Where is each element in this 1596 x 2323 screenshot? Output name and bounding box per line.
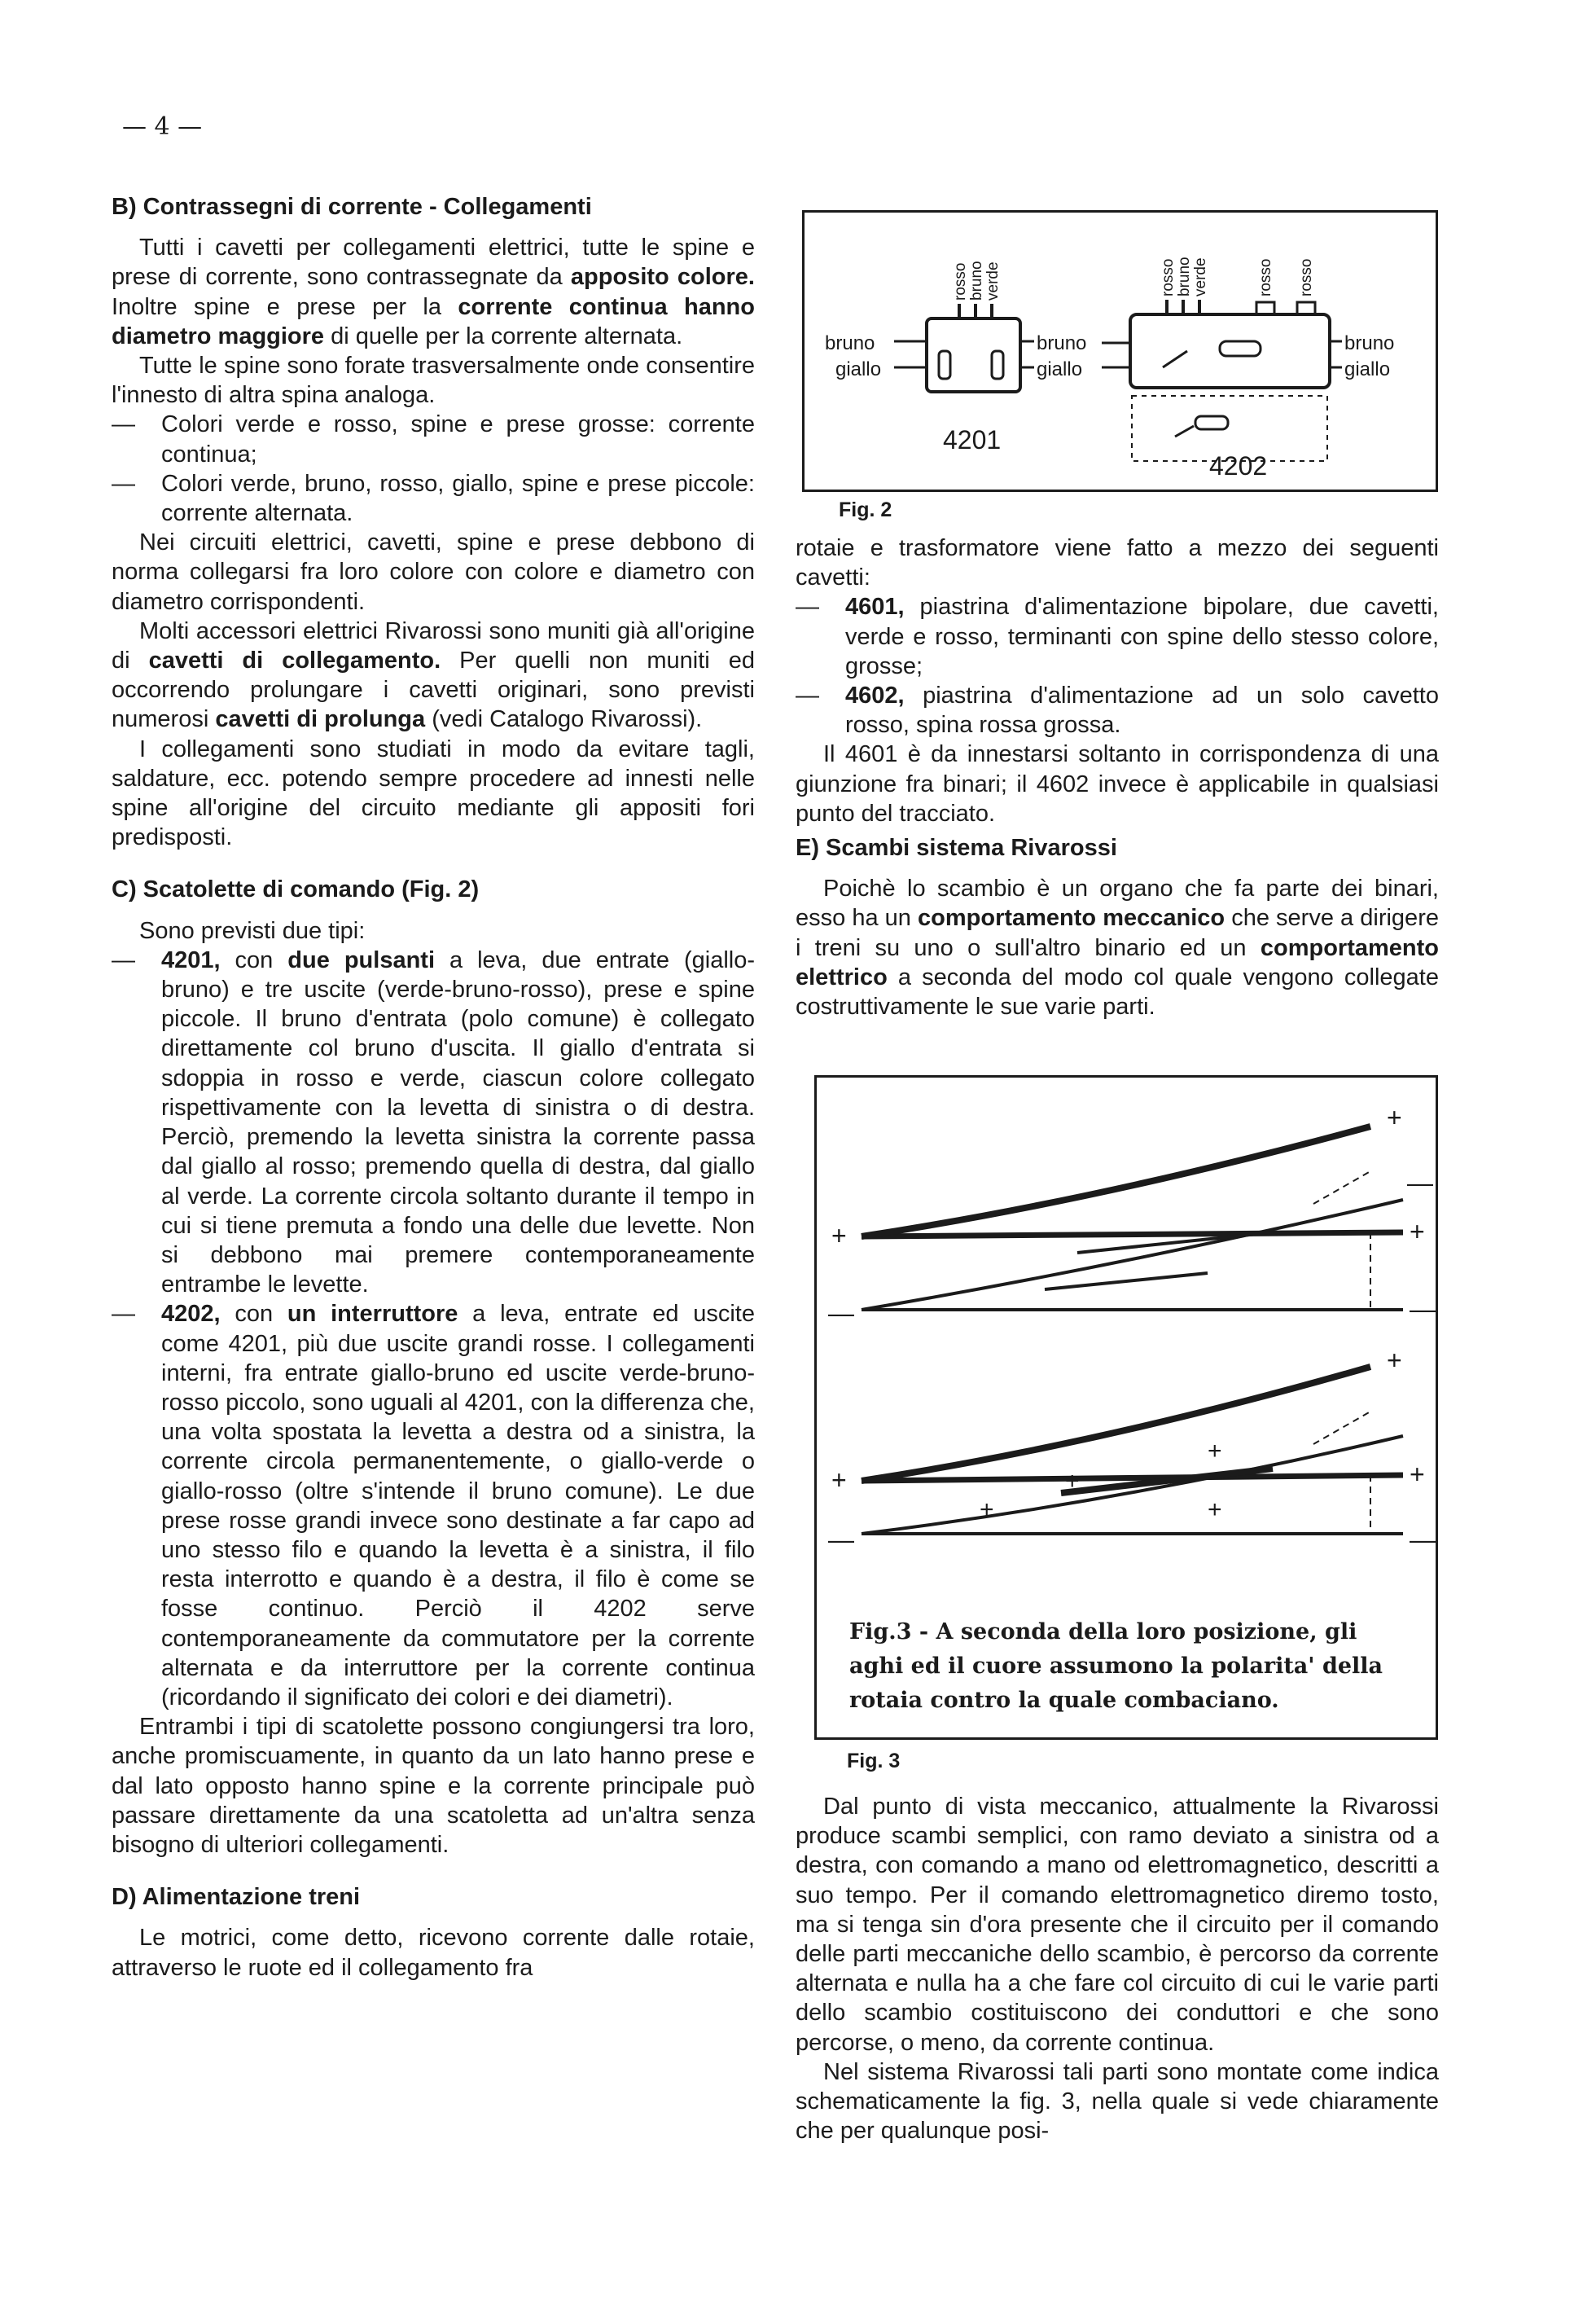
wire-label: rosso <box>1160 258 1177 296</box>
right-column-bottom <box>796 1792 1439 2145</box>
figure-2-label: Fig. 2 <box>839 498 892 521</box>
left-column <box>112 192 755 1983</box>
section-c-heading: C) Scatolette di comando (Fig. 2) <box>112 876 480 903</box>
section-e-paragraph-1: Poichè lo scambio è un organo che fa parte dei binari, esso ha un comportamento meccanico che serve a dirigere i treni su uno o sull'altro binario ed un comportamento elettrico a seconda del modo col quale vengono collegate costruttivamente le sue varie parti. <box>796 876 1439 1021</box>
wire-label: rosso <box>1298 258 1315 296</box>
right-paragraph-2: Il 4601 è da innestarsi soltanto in corrispondenza di una giunzione fra binari; il 4602 invece è applicabile in qualsiasi punto del tracciato. <box>796 741 1439 827</box>
sign-plus: + <box>1208 1438 1222 1464</box>
sign-plus: + <box>980 1496 994 1523</box>
section-b-paragraph-2: Tutte le spine sono forate trasversalmente onde consentire l'innesto di altra spina analoga. <box>112 353 755 409</box>
section-b-paragraph-4: Molti accessori elettrici Rivarossi sono muniti già all'origine di cavetti di collegamento. Per quelli non muniti ed occorrendo prolungare i cavetti originari, sono previsti numerosi cavetti di prolunga (vedi Catalogo Rivarossi). <box>112 617 755 733</box>
label-giallo-middle: giallo <box>1037 358 1083 380</box>
label-giallo-left: giallo <box>835 358 882 380</box>
section-d-heading: D) Alimentazione treni <box>112 1884 361 1911</box>
label-bruno-left: bruno <box>825 332 875 354</box>
sign-minus: — <box>1407 1168 1433 1197</box>
wire-label: rosso <box>952 262 969 301</box>
label-bruno-right: bruno <box>1344 332 1395 354</box>
wire-label: verde <box>1192 257 1209 296</box>
section-c-paragraph-1: Sono previsti due tipi: <box>139 917 366 944</box>
sign-plus: + <box>1410 1217 1425 1246</box>
right-paragraph-1: rotaie e trasformatore viene fatto a mezzo dei seguenti cavetti: <box>796 535 1439 591</box>
section-e-paragraph-2: Dal punto di vista meccanico, attualmente la Rivarossi produce scambi semplici, con ramo deviato a sinistra od a destra, con comando a mano od elettromagnetico, descritti a suo tempo. Per il comando elettromagnetico diremo tosto, ma si tenga sin d'ora presente che il circuito per il comando delle parti meccaniche dello scambio, è percorso da corrente alternata e nulla ha a che fare col circuito di cui le varie parti dello scambio costituiscono dei conduttori e che sono percorse, o meno, da corrente continua. <box>796 1794 1439 2056</box>
box-4201-code: 4201 <box>943 425 1002 455</box>
sign-plus: + <box>1387 1103 1402 1132</box>
switch-upper <box>828 1103 1436 1328</box>
section-e-heading: E) Scambi sistema Rivarossi <box>796 835 1117 862</box>
sign-plus: + <box>831 1221 847 1250</box>
sign-minus: — <box>828 1525 854 1554</box>
figure-3-diagram <box>814 1075 1438 1740</box>
wire-label: rosso <box>1257 258 1274 296</box>
sign-minus: — <box>1410 1294 1436 1324</box>
sign-plus: + <box>1065 1468 1080 1495</box>
figure-2-drawing <box>805 213 1436 490</box>
figure-3-drawing <box>817 1078 1436 1599</box>
sign-minus: — <box>1410 1525 1436 1554</box>
section-b-paragraph-3: Nei circuiti elettrici, cavetti, spine e prese debbono di norma collegarsi fra loro colore con colore e diametro con diametro corrispondenti. <box>112 529 755 615</box>
switch-lower <box>828 1346 1436 1554</box>
figure-3-label: Fig. 3 <box>847 1750 901 1772</box>
wire-label: bruno <box>1176 257 1193 296</box>
box-4202 <box>1130 314 1330 388</box>
label-giallo-right: giallo <box>1344 358 1391 380</box>
list-item-4602: — 4602, piastrina d'alimentazione ad un solo cavetto rosso, spina rossa grossa. <box>796 683 1439 739</box>
section-e-paragraph-3: Nel sistema Rivarossi tali parti sono montate come indica schematicamente la fig. 3, nella quale si vede chiaramente che per qualunque posi- <box>796 2058 1439 2145</box>
section-b-paragraph-1: Tutti i cavetti per collegamenti elettrici, tutte le spine e prese di corrente, sono contrassegnate da apposito colore. Inoltre spine e prese per la corrente continua hanno diametro maggiore di quelle per la corrente alternata. <box>112 235 755 349</box>
figure-3-caption: Fig.3 - A seconda della loro posizione, gli aghi ed il cuore assumono la polarita' della rotaia contro la quale combaciano. <box>849 1619 1383 1713</box>
sign-plus: + <box>1410 1460 1425 1489</box>
list-item-4202: — 4202, con un interruttore a leva, entrate ed uscite come 4201, più due uscite grandi rosse. I collegamenti interni, fra entrate giallo-bruno ed uscite verde-bruno-rosso piccolo, sono uguali al 4201, con la differenza che, una volta spostata la levetta a destra od a sinistra, la corrente circola permanentemente, o giallo-verde o giallo-rosso (oltre s'intende il bruno comune). Le due prese rosse grandi invece sono destinate a far capo ad uno stesso filo e quando la levetta è a sinistra, il filo resta interrotto e quando è a destra, il filo è come se fosse continuo. Perciò il 4202 serve contemporaneamente da commutatore per la corrente alternata e da interruttore per la corrente continua (ricordando il significato dei colori e dei diametri). <box>112 1301 755 1710</box>
section-b-heading: B) Contrassegni di corrente - Collegamenti <box>112 194 592 220</box>
section-d-paragraph-1: Le motrici, come detto, ricevono corrente dalle rotaie, attraverso le ruote ed il collegamento fra <box>112 1925 755 1981</box>
sign-plus: + <box>1387 1346 1402 1375</box>
figure-2-diagram <box>802 210 1438 492</box>
label-bruno-middle: bruno <box>1037 332 1087 354</box>
wire-label: bruno <box>968 261 985 301</box>
page-number: — 4 — <box>122 112 203 141</box>
section-b-paragraph-5: I collegamenti sono studiati in modo da evitare tagli, saldature, ecc. potendo sempre procedere ad innesti nelle spine all'origine del circuito mediante gli appositi fori predisposti. <box>112 736 755 851</box>
box-4201 <box>927 318 1020 392</box>
sign-plus: + <box>1208 1496 1222 1523</box>
list-item: — Colori verde, bruno, rosso, giallo, spine e prese piccole: corrente alternata. <box>112 470 755 527</box>
right-column <box>796 534 1439 1021</box>
list-item-4201: — 4201, con due pulsanti a leva, due entrate (giallo-bruno) e tre uscite (verde-bruno-rosso), prese e spine piccole. Il bruno d'entrata (polo comune) è collegato direttamente col bruno d'uscita. Il giallo d'entrata si sdoppia in rosso e verde, ciascun colore collegato rispettivamente con la levetta di sinistra o di destra. Perciò, premendo la levetta sinistra la corrente passa dal giallo al rosso; premendo quella di destra, dal giallo al verde. La corrente circola soltanto durante il tempo in cui si tiene premuta a fondo una delle due levette. Non si debbono mai premere contemporaneamente entrambe le levette. <box>112 946 755 1298</box>
sign-plus: + <box>831 1465 847 1495</box>
list-item: — Colori verde e rosso, spine e prese grosse: corrente continua; <box>112 411 755 468</box>
wire-label: verde <box>984 261 1002 301</box>
sign-minus: — <box>828 1298 854 1328</box>
box-4202-code: 4202 <box>1209 451 1268 481</box>
list-item-4601: — 4601, piastrina d'alimentazione bipolare, due cavetti, verde e rosso, terminanti con spine dello stesso colore, grosse; <box>796 594 1439 679</box>
section-c-paragraph-2: Entrambi i tipi di scatolette possono congiungersi tra loro, anche promiscuamente, in quanto da un lato hanno prese e dal lato opposto hanno spine e la corrente principale può passare direttamente da una scatoletta ad un'altra senza bisogno di ulteriori collegamenti. <box>112 1714 755 1858</box>
